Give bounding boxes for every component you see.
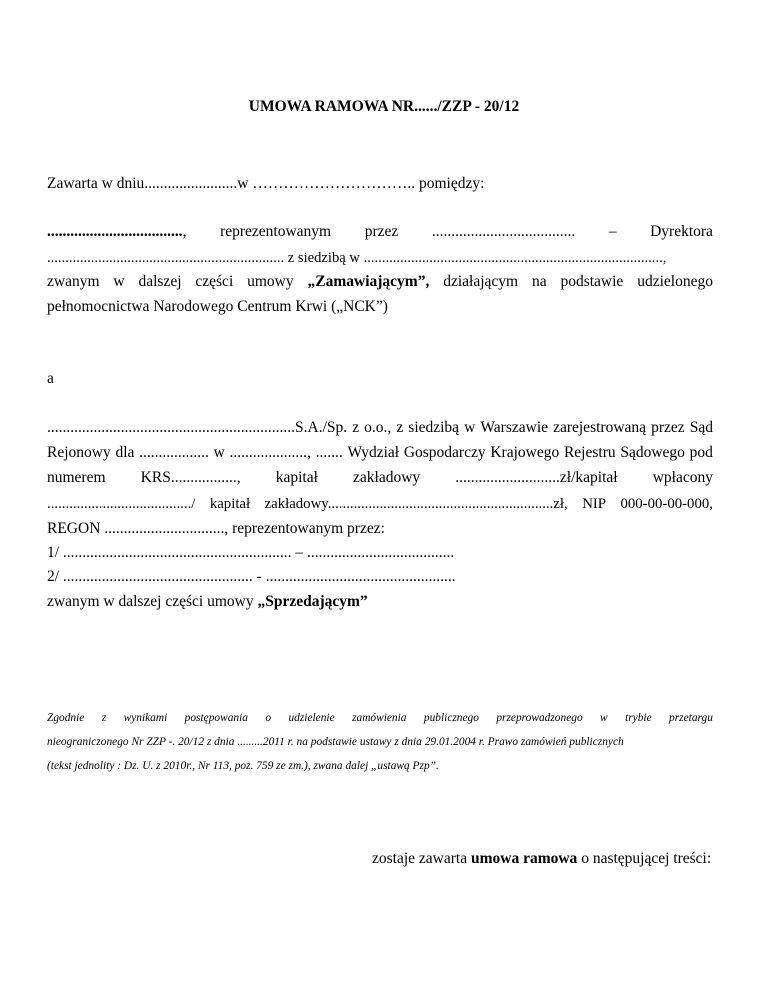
and-separator: a bbox=[47, 370, 54, 387]
party1-l3-w5: umowy bbox=[247, 273, 294, 290]
p2-l2-j: Rejestru bbox=[563, 444, 616, 461]
note-l1-g: zamówienia bbox=[352, 712, 407, 724]
note-line2: nieograniczonego Nr ZZP -. 20/12 z dnia .........2011 r. na podstawie ustawy z dnia 29.01.2004 r. Prawo zamówień publicznych bbox=[47, 736, 624, 748]
party2-line6: 1/ ........................................................... – ...................................... bbox=[47, 544, 455, 561]
note-l1-k: trybie bbox=[625, 712, 652, 724]
p2-l1-d: z bbox=[396, 419, 404, 436]
p2-l1-b: z bbox=[352, 419, 360, 436]
party1-l3-w3: dalszej bbox=[138, 273, 182, 290]
party1-dash: – bbox=[608, 223, 617, 240]
party1-l3-w1: zwanym bbox=[47, 273, 100, 290]
party1-dots: ..................................... bbox=[431, 223, 576, 240]
party1-l3-w4: części bbox=[195, 273, 234, 290]
party1-line2: ................................................................. z siedzibą w .................................................................................., bbox=[47, 250, 667, 266]
closing-bold: umowa ramowa bbox=[470, 850, 578, 867]
p2-l2-f: ....... bbox=[315, 444, 343, 461]
party1-line4: pełnomocnictwa Narodowego Centrum Krwi („NCK”) bbox=[47, 298, 388, 315]
p2-l1-a: ................................................................S.A./Sp. bbox=[47, 419, 348, 436]
closing-line bbox=[372, 850, 711, 868]
p2-l2-k: Sądowego bbox=[620, 444, 685, 461]
note-l1-d: postępowania bbox=[184, 712, 248, 724]
p2-l2-e: ...................., bbox=[229, 444, 311, 461]
party2-line5: REGON ..............................., reprezentowanym przez: bbox=[47, 520, 385, 537]
note-l1-b: z bbox=[101, 712, 107, 724]
note-l1-c: wynikami bbox=[123, 712, 168, 724]
note-line3: (tekst jednolity : Dz. U. z 2010r., Nr 113, poz. 759 ze zm.), zwana dalej „ustawą Pzp”. bbox=[47, 760, 439, 772]
party1-l3-w2: w bbox=[113, 273, 125, 290]
p2-l1-f: w bbox=[464, 419, 476, 436]
intro-line: Zawarta w dniu........................w ………………………….. pomiędzy: bbox=[47, 175, 485, 192]
p2-l2-g: Wydział bbox=[347, 444, 400, 461]
party1-l3-w6: działającym bbox=[443, 273, 519, 290]
note-l1-l: przetargu bbox=[669, 712, 713, 724]
party1-role-name: „Zamawiającym”, bbox=[307, 273, 430, 290]
note-l1-f: udzielenie bbox=[288, 712, 335, 724]
p2-l4-c: zakładowy.............................................................zł, bbox=[264, 496, 568, 512]
p2-l3-a: numerem bbox=[47, 469, 106, 486]
closing-prefix: zostaje zawarta bbox=[372, 850, 471, 867]
p2-l4-b: kapitał bbox=[209, 496, 251, 512]
note-line1 bbox=[47, 710, 713, 726]
party1-sep: , bbox=[182, 223, 187, 240]
party2-line7: 2/ ................................................. - ................................................. bbox=[47, 568, 456, 585]
p2-l1-e: siedzibą bbox=[408, 419, 460, 436]
party2-line8 bbox=[47, 592, 713, 612]
party1-line1 bbox=[47, 222, 713, 242]
p2-l3-b: KRS................., bbox=[140, 469, 241, 486]
p2-l4-a: ......................................./ bbox=[47, 496, 196, 512]
note-l1-i: przeprowadzonego bbox=[496, 712, 583, 724]
p2-l1-i: przez bbox=[651, 419, 685, 436]
note-l1-h: publicznego bbox=[423, 712, 479, 724]
document-title: UMOWA RAMOWA NR....../ZZP - 20/12 bbox=[248, 98, 520, 115]
p2-l1-h: zarejestrowaną bbox=[553, 419, 647, 436]
p2-l3-c: kapitał bbox=[275, 469, 318, 486]
p2-l2-i: Krajowego bbox=[490, 444, 560, 461]
party1-director: Dyrektora bbox=[650, 223, 713, 240]
party1-przez: przez bbox=[364, 223, 399, 240]
party2-line4 bbox=[47, 494, 713, 514]
party1-l3-w8: podstawie bbox=[560, 273, 624, 290]
p2-l4-e: 000-00-00-000, bbox=[620, 496, 713, 512]
party2-line3 bbox=[47, 468, 713, 488]
note-l1-j: w bbox=[600, 712, 608, 724]
note-l1-a: Zgodnie bbox=[47, 712, 85, 724]
p2-l1-c: o.o., bbox=[364, 419, 392, 436]
p2-l3-f: wpłacony bbox=[652, 469, 713, 486]
p2-l2-a: Rejonowy bbox=[47, 444, 111, 461]
p2-l2-c: .................. bbox=[139, 444, 209, 461]
p2-l1-j: Sąd bbox=[689, 419, 713, 436]
party1-line3 bbox=[47, 272, 713, 292]
party2-line2 bbox=[47, 443, 713, 463]
p2-l4-d: NIP bbox=[582, 496, 607, 512]
party1-name: ................................... bbox=[47, 223, 183, 240]
party2-l8-prefix: zwanym w dalszej części umowy bbox=[47, 593, 258, 610]
p2-l2-b: dla bbox=[115, 444, 135, 461]
p2-l3-e: ...........................zł/kapitał bbox=[455, 469, 618, 486]
closing-suffix: o następującej treści: bbox=[577, 850, 712, 867]
p2-l2-d: w bbox=[213, 444, 225, 461]
party1-l3-w7: na bbox=[531, 273, 547, 290]
party1-rep: reprezentowanym bbox=[220, 223, 332, 240]
party2-role-name: „Sprzedającym” bbox=[257, 593, 368, 610]
p2-l2-l: pod bbox=[689, 444, 713, 461]
p2-l3-d: zakładowy bbox=[353, 469, 421, 486]
party1-l3-w9: udzielonego bbox=[637, 273, 713, 290]
note-l1-e: o bbox=[265, 712, 272, 724]
p2-l2-h: Gospodarczy bbox=[403, 444, 486, 461]
party2-line1 bbox=[47, 418, 713, 438]
p2-l1-g: Warszawie bbox=[480, 419, 549, 436]
